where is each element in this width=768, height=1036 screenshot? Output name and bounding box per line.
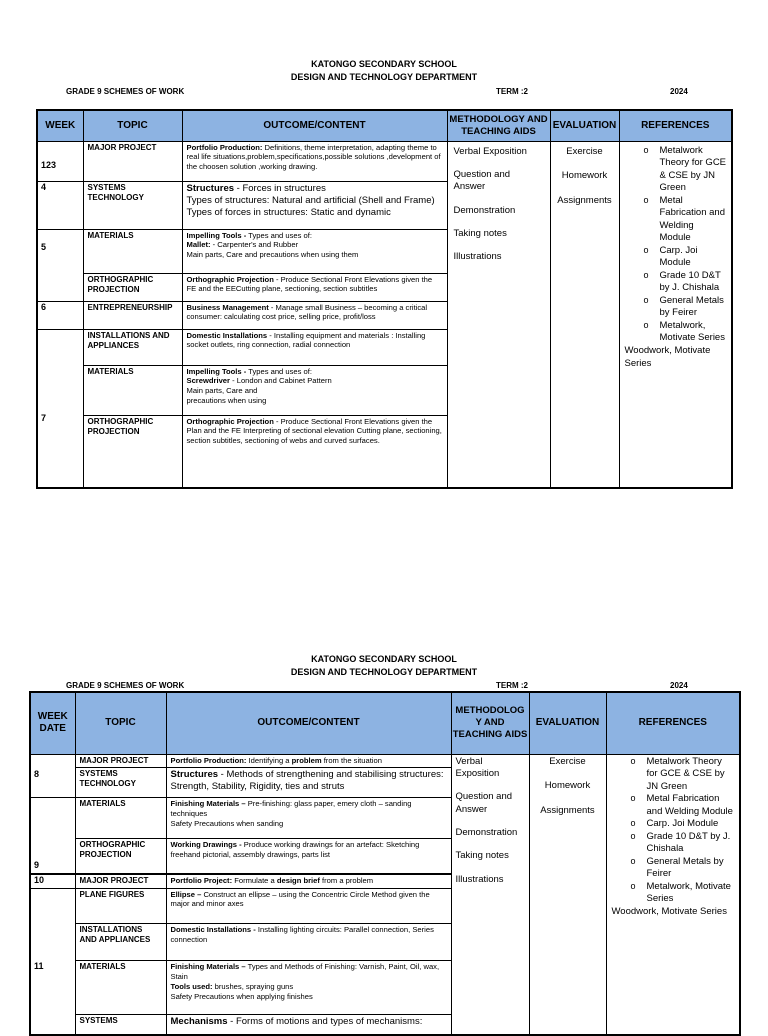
outcome-text: - Carpenter's and Rubber [210, 240, 299, 250]
school-name: KATONGO SECONDARY SCHOOL [311, 654, 457, 664]
outcome-cell [166, 923, 451, 960]
outcome-text: - London and Cabinet Pattern [229, 376, 332, 386]
evaluation-item: Homework [561, 170, 608, 182]
topic-cell: MAJOR PROJECT [83, 141, 182, 181]
evaluation-item: Assignments [557, 195, 612, 207]
methodology-cell [451, 754, 529, 1035]
topic-cell: ENTREPRENEURSHIP [83, 301, 182, 329]
week-cell [30, 798, 75, 839]
header-outcome: OUTCOME/CONTENT [166, 692, 451, 754]
outcome-title: Structures [170, 769, 219, 781]
evaluation-cell [550, 141, 619, 488]
topic-cell: MATERIALS [75, 960, 166, 1014]
method-item: Verbal Exposition [455, 755, 500, 779]
outcome-title: Structures [186, 182, 235, 194]
week-cell: 123 [37, 141, 83, 181]
outcome-bold: design brief [276, 876, 320, 886]
week-cell: 4 [37, 181, 83, 229]
outcome-text: Types and uses of: [246, 230, 312, 240]
outcome-subtitle: Screwdriver [186, 376, 230, 386]
header-week: WEEK [37, 110, 83, 141]
outcome-text: - Methods of strengthening and stabilising structures: Strength, Stability, Rigidity, ties and struts [170, 769, 444, 793]
method-item: Taking notes [455, 850, 509, 862]
evaluation-item: Homework [544, 780, 591, 792]
reference-item: o Carp. Joi Module [634, 245, 728, 270]
outcome-text: Main parts, Care and precautions when using them [186, 250, 359, 260]
outcome-cell [182, 301, 447, 329]
references-cell [606, 754, 740, 1035]
reference-item: o General Metals by Feirer [634, 295, 728, 320]
topic-cell: MATERIALS [83, 365, 182, 415]
outcome-text: - Forces in structures [234, 182, 326, 194]
outcome-title: Business Management [186, 302, 269, 312]
reference-item: o Grade 10 D&T by J. Chishala [634, 270, 728, 295]
department-name: DESIGN AND TECHNOLOGY DEPARTMENT [290, 72, 478, 82]
outcome-text: Formulate a [232, 876, 277, 886]
outcome-text: Main parts, Care and [186, 386, 258, 396]
outcome-cell [166, 768, 451, 798]
method-item: Verbal Exposition [453, 145, 527, 157]
week-cell: 7 [37, 329, 83, 488]
evaluation-item: Assignments [540, 805, 595, 817]
evaluation-item: Exercise [566, 145, 603, 157]
term-label: TERM :2 [496, 681, 528, 690]
week-cell: 10 [30, 874, 75, 888]
year-label: 2024 [670, 681, 688, 690]
outcome-cell [166, 1014, 451, 1035]
outcome-bold: problem [291, 755, 322, 765]
outcome-text: - Produce Sectional Front Elevations given the FE and the EECutting plane, sectioning, section subtitles [186, 274, 433, 294]
outcome-cell [182, 329, 447, 365]
evaluation-cell [529, 754, 606, 1035]
header-outcome: OUTCOME/CONTENT [182, 110, 447, 141]
topic-cell: ORTHOGRAPHIC PROJECTION [83, 273, 182, 301]
outcome-title: Portfolio Project: [170, 876, 233, 886]
outcome-text: Identifying a [246, 755, 292, 765]
outcome-cell [182, 415, 447, 488]
outcome-cell [182, 181, 447, 229]
outcome-cell [182, 273, 447, 301]
outcome-cell [166, 798, 451, 839]
department-name: DESIGN AND TECHNOLOGY DEPARTMENT [290, 667, 478, 677]
outcome-text: - Forms of motions and types of mechanisms: [227, 1015, 423, 1027]
header-topic: TOPIC [75, 692, 166, 754]
outcome-text: from a problem [319, 876, 374, 886]
outcome-text: - Manage small Business – becoming a critical consumer: calculating cost price, selling price, profit/loss [186, 302, 428, 322]
outcome-text: brushes, spraying guns [212, 981, 294, 991]
outcome-title: Portfolio Production: [186, 142, 263, 152]
outcome-title: Domestic Installations - [170, 924, 256, 934]
topic-cell: MAJOR PROJECT [75, 874, 166, 888]
reference-item: o Metal Fabrication and Welding Module [634, 195, 728, 245]
outcome-text: Types and uses of: [246, 366, 312, 376]
outcome-cell [166, 874, 451, 888]
outcome-title: Mechanisms [170, 1015, 228, 1027]
grade-label: GRADE 9 SCHEMES OF WORK [66, 87, 185, 96]
outcome-text: precautions when using [186, 396, 267, 406]
outcome-text: Installing lighting circuits: Parallel connection, Series connection [170, 924, 434, 944]
reference-item: o Grade 10 D&T by J. Chishala [621, 831, 736, 856]
week-cell: 9 [30, 839, 75, 874]
reference-item: o Metalwork Theory for GCE & CSE by JN Green [621, 756, 736, 794]
method-item: Demonstration [455, 826, 518, 838]
outcome-text: Types of forces in structures: Static and dynamic [186, 207, 391, 219]
outcome-cell [182, 141, 447, 181]
outcome-text: Safety Precautions when sanding [170, 818, 284, 828]
week-cell: 6 [37, 301, 83, 329]
topic-cell: MAJOR PROJECT [75, 754, 166, 767]
outcome-cell [182, 365, 447, 415]
scheme-table-2 [29, 691, 741, 1036]
header-references: REFERENCES [619, 110, 732, 141]
topic-cell: ORTHOGRAPHIC PROJECTION [83, 415, 182, 488]
outcome-subtitle: Mallet: [186, 240, 211, 250]
method-item: Illustrations [453, 251, 502, 263]
reference-extra: Woodwork, Motivate Series [611, 905, 727, 917]
header-evaluation: EVALUATION [529, 692, 606, 754]
outcome-text: Types of structures: Natural and artificial (Shell and Frame) [186, 194, 435, 206]
outcome-text: Produce working drawings for an artefact: Sketching freehand pictorial, assembly drawings, parts list [170, 840, 420, 860]
outcome-cell [182, 229, 447, 273]
outcome-text: Definitions, theme interpretation, adapting theme to real life situations,problem,specifications,possible solutions ,development of the choosen solution ,working drawing. [186, 142, 441, 172]
outcome-title: Portfolio Production: [170, 755, 247, 765]
school-name: KATONGO SECONDARY SCHOOL [311, 59, 457, 69]
methodology-cell [447, 141, 550, 488]
outcome-cell [166, 754, 451, 767]
reference-item: o Metalwork Theory for GCE & CSE by JN Green [634, 145, 728, 195]
reference-item: o General Metals by Feirer [621, 856, 736, 881]
term-label: TERM :2 [496, 87, 528, 96]
topic-cell: SYSTEMS TECHNOLOGY [75, 768, 166, 798]
topic-cell: PLANE FIGURES [75, 888, 166, 923]
header-topic: TOPIC [83, 110, 182, 141]
week-cell: 11 [30, 888, 75, 1035]
reference-item: o Metal Fabrication and Welding Module [621, 793, 736, 818]
outcome-title: Orthographic Projection [186, 274, 274, 284]
outcome-title: Impelling Tools - [186, 230, 247, 240]
method-item: Question and Answer [455, 791, 513, 815]
reference-item: o Metalwork, Motivate Series [634, 320, 728, 345]
method-item: Question and Answer [453, 168, 511, 193]
outcome-title: Ellipse – [170, 889, 202, 899]
header-evaluation: EVALUATION [550, 110, 619, 141]
topic-cell: SYSTEMS TECHNOLOGY [83, 181, 182, 229]
outcome-cell [166, 888, 451, 923]
outcome-title: Finishing Materials – [170, 961, 246, 971]
outcome-cell [166, 960, 451, 1014]
outcome-cell [166, 839, 451, 874]
outcome-title: Working Drawings - [170, 840, 242, 850]
outcome-title: Orthographic Projection [186, 416, 274, 426]
outcome-text: - Produce Sectional Front Elevations given the Plan and the FE Interpreting of sectional elevation Cutting plane, sectioning, section subtitles, sectioning of webs and curved surfaces. [186, 416, 442, 446]
topic-cell: MATERIALS [83, 229, 182, 273]
outcome-title: Finishing Materials – [170, 799, 246, 809]
reference-item: o Metalwork, Motivate Series [621, 881, 736, 906]
outcome-subtitle: Tools used: [170, 981, 213, 991]
outcome-text: Pre-finishing: glass paper, emery cloth – sanding techniques [170, 799, 412, 818]
scheme-table-1 [36, 109, 733, 489]
outcome-text: Safety Precautions when applying finishes [170, 991, 313, 1001]
method-item: Demonstration [453, 204, 516, 216]
header-week-date: WEEK DATE [30, 692, 75, 754]
method-item: Taking notes [453, 227, 507, 239]
outcome-text: - Installing equipment and materials : Installing socket outlets, ring connection, radial connection [186, 330, 426, 350]
topic-cell: INSTALLATIONS AND APPLIANCES [83, 329, 182, 365]
week-cell: 8 [30, 754, 75, 797]
header-references: REFERENCES [606, 692, 740, 754]
outcome-title: Domestic Installations [186, 330, 268, 340]
references-cell [619, 141, 732, 488]
topic-cell: SYSTEMS [75, 1014, 166, 1035]
reference-extra: Woodwork, Motivate Series [624, 345, 711, 369]
header-methodology: METHODOLOG Y AND TEACHING AIDS [451, 692, 529, 754]
week-cell: 5 [37, 229, 83, 301]
outcome-text: Types and Methods of Finishing: Varnish, Paint, Oil, wax, Stain [170, 961, 440, 981]
evaluation-item: Exercise [549, 755, 586, 767]
header-methodology: METHODOLOGY AND TEACHING AIDS [447, 110, 550, 141]
grade-label: GRADE 9 SCHEMES OF WORK [66, 681, 185, 690]
outcome-title: Impelling Tools - [186, 366, 247, 376]
table-row [30, 754, 740, 767]
outcome-text: from the situation [321, 755, 382, 765]
reference-item: o Carp. Joi Module [621, 818, 736, 831]
year-label: 2024 [670, 87, 688, 96]
topic-cell: MATERIALS [75, 798, 166, 839]
topic-cell: ORTHOGRAPHIC PROJECTION [75, 839, 166, 874]
method-item: Illustrations [455, 873, 504, 885]
outcome-text: Construct an ellipse – using the Concentric Circle Method given the major and minor axes [170, 889, 430, 909]
topic-cell: INSTALLATIONS AND APPLIANCES [75, 923, 166, 960]
table-row [37, 141, 732, 181]
